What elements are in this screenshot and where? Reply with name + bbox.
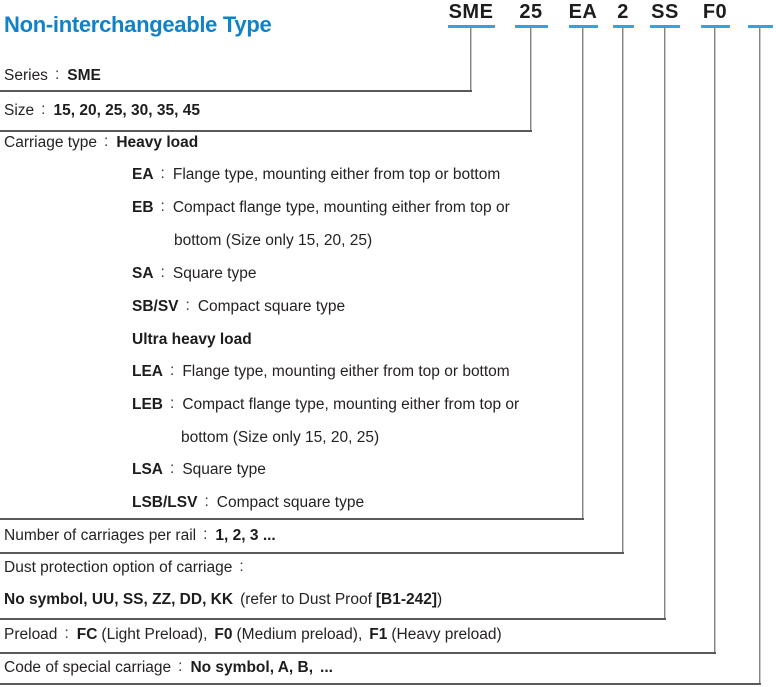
carriage-item-ea <box>4 164 500 186</box>
carriage-desc: Compact square type <box>197 298 346 315</box>
carriage-item-lsb-lsv <box>4 492 364 514</box>
carriage-desc: Square type <box>182 461 266 478</box>
carriage-item-eb <box>4 197 510 219</box>
carriage-item-lsa <box>4 459 266 481</box>
carriage-desc: Flange type, mounting either from top or bottom <box>172 166 501 183</box>
model-code-text-carriage-type: EA <box>568 1 598 23</box>
colon: : <box>170 460 175 477</box>
carriage-type-row <box>4 132 198 154</box>
special-carriage-row <box>4 657 333 679</box>
colon: : <box>239 558 244 575</box>
series-value: SME <box>67 67 101 84</box>
carriage-item-sa <box>4 263 256 285</box>
connector-line-series <box>470 28 471 90</box>
carriage-desc: Compact flange type, mounting either from top or <box>182 396 520 413</box>
carriage-item-leb-cont <box>4 427 379 449</box>
series-label: Series <box>4 67 48 84</box>
rule-dust-protection <box>0 618 666 620</box>
colon: : <box>178 658 183 675</box>
carriage-subheader: Ultra heavy load <box>132 331 252 348</box>
carriage-group-heavy-load: Heavy load <box>116 134 199 151</box>
carriage-code: LEA <box>132 363 163 380</box>
dust-codes: No symbol, UU, SS, ZZ, DD, KK <box>4 591 234 608</box>
colon: : <box>160 165 165 182</box>
carriages-per-rail-label: Number of carriages per rail <box>4 527 197 544</box>
series-row <box>4 65 101 87</box>
connector-line-carriage-count <box>622 28 623 552</box>
preload-desc-f1: (Heavy preload) <box>391 626 502 643</box>
carriage-code: EA <box>132 166 154 183</box>
colon: : <box>64 625 69 642</box>
preload-code-f1: F1 <box>369 626 388 643</box>
connector-line-size <box>530 28 531 130</box>
preload-label: Preload <box>4 626 58 643</box>
colon: : <box>104 133 109 150</box>
dust-refer-prefix: (refer to Dust Proof <box>240 591 372 608</box>
carriage-desc-cont: bottom (Size only 15, 20, 25) <box>181 429 380 446</box>
size-row <box>4 100 200 122</box>
carriage-item-leb <box>4 394 519 416</box>
connector-line-special <box>759 28 760 683</box>
carriage-group-ultra-heavy-load <box>4 329 252 351</box>
carriage-desc: Compact square type <box>216 494 365 511</box>
carriage-item-lea <box>4 361 510 383</box>
preload-desc-f0: (Medium preload), <box>236 626 363 643</box>
special-carriage-ellipsis: ... <box>320 659 333 676</box>
dust-protection-codes-row <box>4 589 442 611</box>
rule-carriage-type <box>0 518 584 520</box>
carriage-item-eb-cont <box>4 230 372 252</box>
rule-special-carriage <box>0 683 761 685</box>
carriage-type-label: Carriage type <box>4 134 98 151</box>
size-value: 15, 20, 25, 30, 35, 45 <box>53 102 200 119</box>
model-code-text-series: SME <box>448 1 494 23</box>
carriage-code: EB <box>132 199 154 216</box>
carriage-desc: Compact flange type, mounting either from top or <box>172 199 510 216</box>
model-code-text-preload: F0 <box>702 1 728 23</box>
colon: : <box>185 297 190 314</box>
colon: : <box>204 493 209 510</box>
page-title: Non-interchangeable Type <box>4 12 272 37</box>
colon: : <box>41 101 46 118</box>
connector-line-dust <box>664 28 665 618</box>
size-label: Size <box>4 102 35 119</box>
dust-protection-label-row <box>4 557 252 579</box>
preload-code-f0: F0 <box>214 626 233 643</box>
carriages-per-rail-value: 1, 2, 3 ... <box>215 527 276 544</box>
carriage-code: SA <box>132 265 154 282</box>
connector-line-preload <box>714 28 715 652</box>
colon: : <box>54 66 60 83</box>
colon: : <box>203 526 208 543</box>
carriage-code: LSA <box>132 461 163 478</box>
connector-line-carriage-type <box>582 28 583 518</box>
carriage-desc-cont: bottom (Size only 15, 20, 25) <box>174 232 373 249</box>
carriage-code: LEB <box>132 396 163 413</box>
preload-desc-fc: (Light Preload), <box>101 626 208 643</box>
dust-protection-label: Dust protection option of carriage <box>4 559 233 576</box>
special-carriage-label: Code of special carriage <box>4 659 172 676</box>
rule-carriage-count <box>0 552 624 554</box>
colon: : <box>170 362 175 379</box>
carriage-item-sb-sv <box>4 296 345 318</box>
colon: : <box>160 198 165 215</box>
rule-series <box>0 90 472 92</box>
dust-refer-suffix: ) <box>437 591 443 608</box>
colon: : <box>170 395 175 412</box>
carriage-desc: Flange type, mounting either from top or bottom <box>182 363 510 380</box>
model-code-text-carriage-count: 2 <box>617 1 629 23</box>
rule-preload <box>0 652 716 654</box>
colon: : <box>160 264 165 281</box>
model-code-text-dust: SS <box>651 1 679 23</box>
preload-code-fc: FC <box>76 626 98 643</box>
carriage-code: SB/SV <box>132 298 179 315</box>
model-code-text-size: 25 <box>519 1 543 23</box>
special-carriage-value: No symbol, A, B, <box>190 659 314 676</box>
carriage-code: LSB/LSV <box>132 494 198 511</box>
carriages-per-rail-row <box>4 525 276 547</box>
preload-row <box>4 624 502 646</box>
model-code-part-special <box>715 0 776 28</box>
dust-refer-code: [B1-242] <box>375 591 438 608</box>
carriage-desc: Square type <box>172 265 257 282</box>
